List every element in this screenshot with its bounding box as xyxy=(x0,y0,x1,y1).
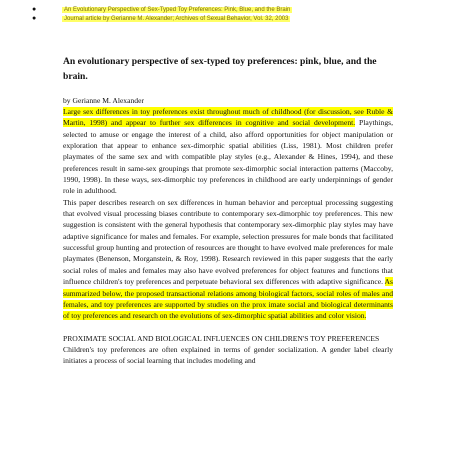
bullet-icon: ● xyxy=(32,6,37,13)
paragraph-text: This paper describes research on sex differences in human behavior and perceptual processing suggesting that evolved visual processing biases contribute to contemporary sex-dimorphic toy preferences. This new suggestion is consistent with the general hypothesis that contemporary sex-dimorphic play styles may have adaptive significance for males and females. For example, selection pressures for male bonds that facilitated successful group hunting and protection of resources are thought to have evolved male preferences for male playmates (Benenson, Morganstein, & Roy, 1998). Research reviewed in this paper suggests that the early social roles of males and females may also have evolved preferences for object features and functions that influence children's toy preferences and perpetuate behavioral sex differences with adaptive significance. xyxy=(63,197,393,287)
highlighted-text: Large sex differences in toy preferences exist throughout much of childhood (for discussion, see Ruble & Martin, 1998) and appear to further sex differences in cognitive and social development. xyxy=(63,107,393,128)
paragraph-text: Playthings, selected to amuse or engage the interest of a child, also afford opportunities for object manipulation or exploration that appear to enhance sex-dimorphic spatial abilities (Liss, 1981). Most children prefer playmates of the same sex and with compatible play styles (e.g., Alexander & Hines, 1994), and these preferences result in same-sex groupings that promote sex-dimorphic social interaction patterns (Maccoby, 1990, 1998). In these ways, sex-dimorphic toy preferences in childhood are early underpinnings of gender role in adulthood. xyxy=(63,118,393,196)
article-title: An evolutionary perspective of sex-typed toy preferences: pink, blue, and the brain. xyxy=(63,56,377,82)
paragraph-3: Children's toy preferences are often explained in terms of gender socialization. A gender label clearly initiates a process of social learning that includes modeling and xyxy=(63,344,393,366)
highlighted-text: As summarized below, the proposed transactional relations among biological factors, social roles of males and females, and toy preferences are supported by studies on the prox imate social and biological determinants of toy preferences and research on the evolutions of sex-dimorphic spatial abilities and color vision. xyxy=(63,277,393,321)
bullet-icon: ● xyxy=(32,14,37,22)
paragraph-1 xyxy=(63,106,393,197)
article-body xyxy=(63,54,393,367)
section-heading: PROXIMATE SOCIAL AND BIOLOGICAL INFLUENCES ON CHILDREN'S TOY PREFERENCES xyxy=(63,333,380,343)
paragraph-2 xyxy=(63,197,393,322)
document-header xyxy=(22,6,442,23)
header-row-title xyxy=(22,6,442,15)
header-citation-link[interactable]: Journal article by Gerianne M. Alexander; Archives of Sexual Behavior, Vol. 32, 2003 xyxy=(64,15,289,22)
header-title-link[interactable]: An Evolutionary Perspective of Sex-Typed Toy Preferences: Pink, Blue, and the Brain xyxy=(64,7,291,13)
header-row-citation xyxy=(22,15,442,24)
article-text xyxy=(63,106,393,367)
article-author: by Gerianne M. Alexander xyxy=(63,96,144,105)
